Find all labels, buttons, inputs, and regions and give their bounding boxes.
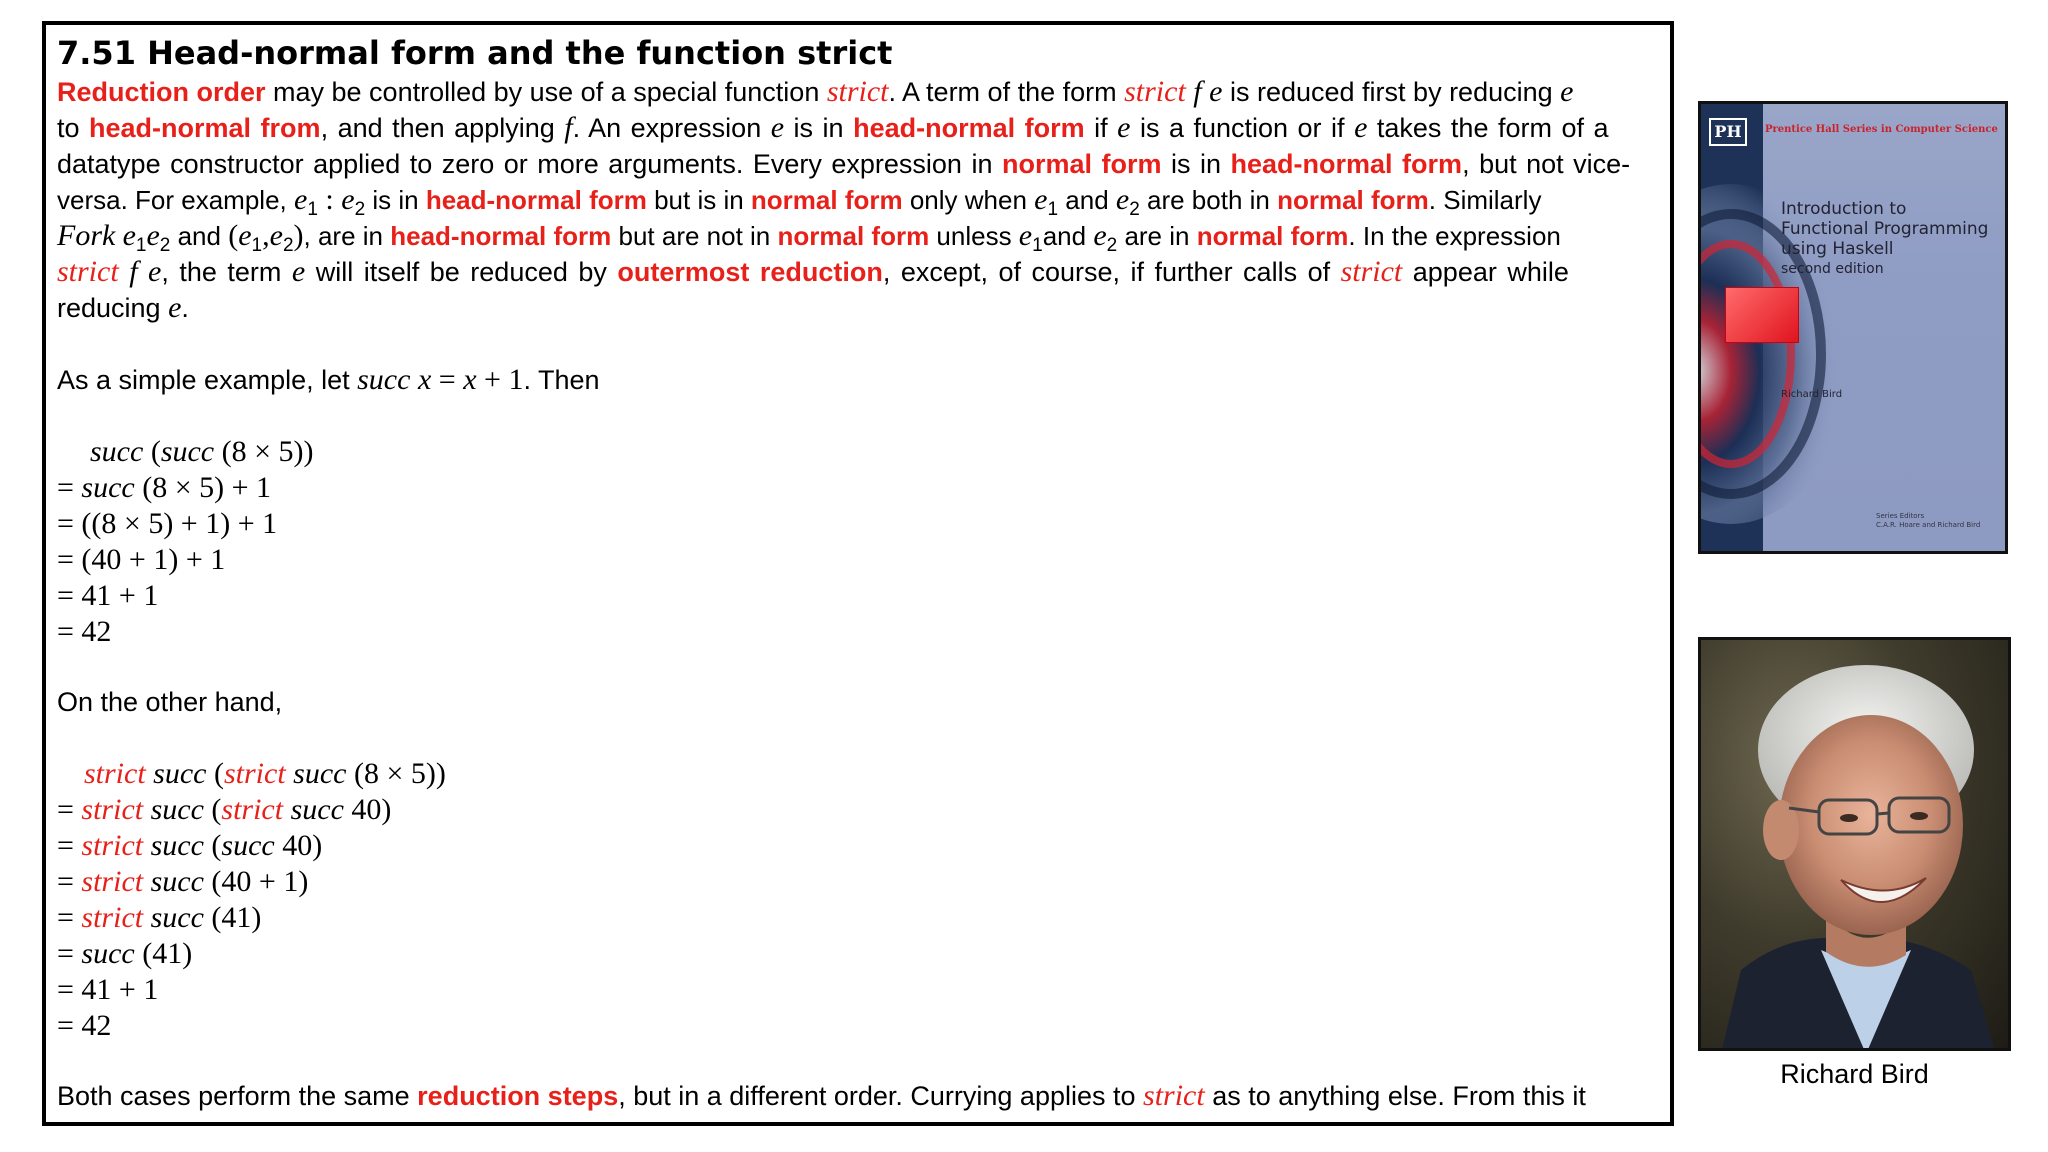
math-x: x	[417, 363, 432, 396]
strict-term: strict	[826, 75, 889, 108]
keyword-head-normal-form: head-normal form	[390, 221, 612, 251]
comma: ,	[262, 219, 270, 252]
text: are in	[1117, 221, 1197, 251]
portrait-photo	[1698, 637, 2011, 1051]
text: is in	[365, 185, 426, 215]
equals: =	[57, 579, 82, 612]
keyword-reduction-steps: reduction steps	[417, 1081, 619, 1111]
equals: =	[57, 865, 82, 898]
math-f: f	[1193, 75, 1202, 108]
math-x: x	[463, 363, 477, 396]
math-text: (41)	[203, 901, 262, 934]
paragraph-line-1	[57, 74, 1661, 110]
math-e: e	[146, 219, 160, 252]
keyword-normal-form: normal form	[750, 185, 903, 215]
closing-line	[57, 1078, 1661, 1114]
keyword-normal-form: normal form	[1196, 221, 1349, 251]
paren: (	[228, 219, 239, 252]
math-text: (8 × 5) + 1	[134, 471, 272, 504]
equals: =	[57, 793, 82, 826]
derivation-1-line-5	[57, 578, 158, 614]
math-text: 40)	[343, 793, 392, 826]
math-text: 41 + 1	[81, 579, 159, 612]
math-f: f	[564, 111, 573, 144]
subscript: 2	[282, 235, 294, 256]
equals: =	[57, 615, 82, 648]
text: , except, of course, if further calls of	[882, 257, 1341, 287]
text: . In the expression	[1348, 221, 1561, 251]
equals: =	[431, 363, 464, 396]
other-hand-text: On the other hand,	[57, 687, 283, 717]
text: Both cases perform the same	[57, 1081, 418, 1111]
math-text: (8 × 5))	[346, 757, 446, 790]
book-title: Introduction to Functional Programming using Haskell	[1781, 199, 1989, 259]
text: . A term of the form	[888, 77, 1125, 107]
text: is a function or if	[1130, 113, 1355, 143]
text: will itself be reduced by	[305, 257, 618, 287]
math-succ: succ	[143, 865, 204, 898]
keyword-normal-form: normal form	[777, 221, 930, 251]
derivation-2-line-1	[84, 756, 446, 792]
editors-names: C.A.R. Hoare and Richard Bird	[1876, 521, 1981, 529]
text: are both in	[1139, 185, 1278, 215]
strict-term: strict	[221, 793, 284, 826]
subscript: 2	[1129, 199, 1140, 220]
math-text: (8 × 5))	[214, 435, 314, 468]
text: reducing	[57, 293, 169, 323]
math-text: 42	[81, 615, 112, 648]
strict-term: strict	[1124, 75, 1186, 108]
math-succ: succ	[357, 363, 411, 396]
book-editors	[1876, 512, 1980, 530]
math-succ: succ	[145, 757, 207, 790]
text: , the term	[161, 257, 292, 287]
keyword-head-normal-form: head-normal form	[425, 185, 647, 215]
text: , but in a different order. Currying applies to	[618, 1081, 1144, 1111]
math-e: e	[770, 111, 785, 144]
example-intro	[57, 362, 1661, 398]
text: but is in	[646, 185, 751, 215]
subscript: 2	[1106, 235, 1118, 256]
math-e: e	[1018, 219, 1033, 252]
math-e: e	[1354, 111, 1368, 144]
publisher-logo: PH	[1709, 118, 1747, 146]
derivation-1-line-2	[57, 470, 271, 506]
math-e: e	[168, 291, 182, 324]
equals: =	[57, 973, 82, 1006]
text: is in	[784, 113, 854, 143]
math-e: e	[238, 219, 252, 252]
text: but are not in	[611, 221, 778, 251]
text: , are in	[303, 221, 391, 251]
math-text: (	[203, 793, 222, 826]
math-e: e	[1209, 75, 1223, 108]
strict-term: strict	[81, 901, 144, 934]
text: versa. For example,	[57, 185, 294, 215]
book-cover-image	[1698, 101, 2008, 554]
derivation-2-line-6	[57, 936, 192, 972]
book-edition: second edition	[1781, 261, 1884, 277]
cons-operator: :	[317, 183, 342, 216]
math-e: e	[1093, 219, 1107, 252]
math-text: (41)	[134, 937, 193, 970]
portrait-illustration	[1701, 640, 2011, 1051]
derivation-1-line-3	[57, 506, 277, 542]
math-e: e	[269, 219, 283, 252]
math-e: e	[291, 255, 306, 288]
paragraph-line-6	[57, 254, 1661, 290]
text: may be controlled by use of a special function	[265, 77, 827, 107]
text: as to anything else. From this it	[1204, 1081, 1586, 1111]
keyword-head-normal-from: head-normal from	[89, 113, 321, 143]
keyword-head-normal-form: head-normal form	[853, 113, 1085, 143]
math-e: e	[1117, 111, 1131, 144]
editors-label: Series Editors	[1876, 512, 1925, 520]
book-series: Prentice Hall Series in Computer Science	[1765, 124, 1998, 135]
subscript: 1	[307, 199, 318, 220]
keyword-head-normal-form: head-normal form	[1230, 149, 1463, 179]
math-text: (	[203, 829, 222, 862]
text: .	[181, 293, 189, 323]
text: , and then applying	[320, 113, 565, 143]
strict-term: strict	[1340, 255, 1403, 288]
strict-term: strict	[223, 757, 286, 790]
text: , but not vice-	[1462, 149, 1631, 179]
slide-title: 7.51 Head-normal form and the function strict	[57, 34, 893, 72]
math-fork: Fork	[57, 219, 116, 252]
math-succ: succ	[221, 829, 275, 862]
math-succ: succ	[285, 757, 347, 790]
book-author: Richard Bird	[1781, 389, 1843, 400]
math-succ: succ	[81, 471, 135, 504]
math-e: e	[148, 255, 162, 288]
math-text: (	[143, 435, 161, 468]
math-text: ((8 × 5) + 1) + 1	[81, 507, 278, 540]
derivation-2-line-3	[57, 828, 322, 864]
text: As a simple example, let	[57, 365, 358, 395]
math-text: (40 + 1)	[203, 865, 309, 898]
subscript: 2	[354, 199, 366, 220]
math-f: f	[129, 255, 138, 288]
text: datatype constructor applied to zero or more arguments. Every expression in	[57, 149, 1002, 179]
math-succ: succ	[81, 937, 135, 970]
text: and	[1042, 221, 1094, 251]
equals: =	[57, 507, 82, 540]
math-e: e	[293, 183, 308, 216]
portrait-caption: Richard Bird	[1780, 1059, 1929, 1089]
derivation-2-line-5	[57, 900, 261, 936]
math-e: e	[122, 219, 136, 252]
derivation-1-line-6	[57, 614, 111, 650]
text: unless	[929, 221, 1019, 251]
strict-term: strict	[1143, 1079, 1205, 1112]
equals: =	[57, 471, 82, 504]
text: to	[57, 113, 90, 143]
paren: )	[293, 219, 304, 252]
paragraph-line-2	[57, 110, 1661, 146]
plus-one: + 1	[476, 363, 524, 396]
text: and	[1058, 185, 1116, 215]
math-succ: succ	[283, 793, 344, 826]
equals: =	[57, 937, 82, 970]
subscript: 1	[1032, 235, 1043, 256]
strict-term: strict	[81, 829, 144, 862]
text: is in	[1161, 149, 1231, 179]
keyword-normal-form: normal form	[1001, 149, 1162, 179]
equals: =	[57, 543, 82, 576]
keyword-normal-form: normal form	[1277, 185, 1429, 215]
derivation-2-line-8	[57, 1008, 111, 1044]
derivation-2-line-4	[57, 864, 308, 900]
text: takes the form of a	[1367, 113, 1609, 143]
red-square-decoration	[1726, 288, 1798, 342]
subscript: 1	[251, 235, 263, 256]
strict-term: strict	[81, 865, 144, 898]
math-e: e	[1560, 75, 1574, 108]
derivation-1-line-4	[57, 542, 225, 578]
keyword-reduction-order: Reduction order	[57, 77, 266, 107]
subscript: 2	[159, 235, 171, 256]
text: only when	[902, 185, 1035, 215]
strict-term: strict	[57, 255, 119, 288]
math-succ: succ	[143, 829, 204, 862]
keyword-outermost-reduction: outermost reduction	[617, 257, 883, 287]
math-succ: succ	[160, 435, 215, 468]
math-succ: succ	[143, 793, 204, 826]
text: if	[1084, 113, 1118, 143]
text: . Then	[523, 365, 600, 395]
equals: =	[57, 1009, 82, 1042]
text: . An expression	[572, 113, 771, 143]
math-text: 41 + 1	[81, 973, 159, 1006]
equals: =	[57, 829, 82, 862]
math-text: 40)	[274, 829, 323, 862]
math-e: e	[1034, 183, 1048, 216]
math-text: 42	[81, 1009, 112, 1042]
paragraph-line-3	[57, 146, 1661, 182]
math-text: (	[206, 757, 224, 790]
subscript: 1	[135, 235, 147, 256]
subscript: 1	[1047, 199, 1059, 220]
math-e: e	[341, 183, 355, 216]
derivation-2-line-7	[57, 972, 158, 1008]
strict-term: strict	[84, 757, 146, 790]
derivation-1-line-1	[90, 434, 314, 470]
math-succ: succ	[143, 901, 204, 934]
text: . Similarly	[1428, 185, 1542, 215]
equals: =	[57, 901, 82, 934]
math-text: (40 + 1) + 1	[81, 543, 226, 576]
strict-term: strict	[81, 793, 144, 826]
paragraph-line-7	[57, 290, 1661, 326]
math-succ: succ	[90, 435, 144, 468]
text: and	[170, 221, 229, 251]
text: is reduced first by reducing	[1222, 77, 1561, 107]
math-e: e	[1115, 183, 1130, 216]
derivation-2-line-2	[57, 792, 391, 828]
text: appear while	[1402, 257, 1569, 287]
